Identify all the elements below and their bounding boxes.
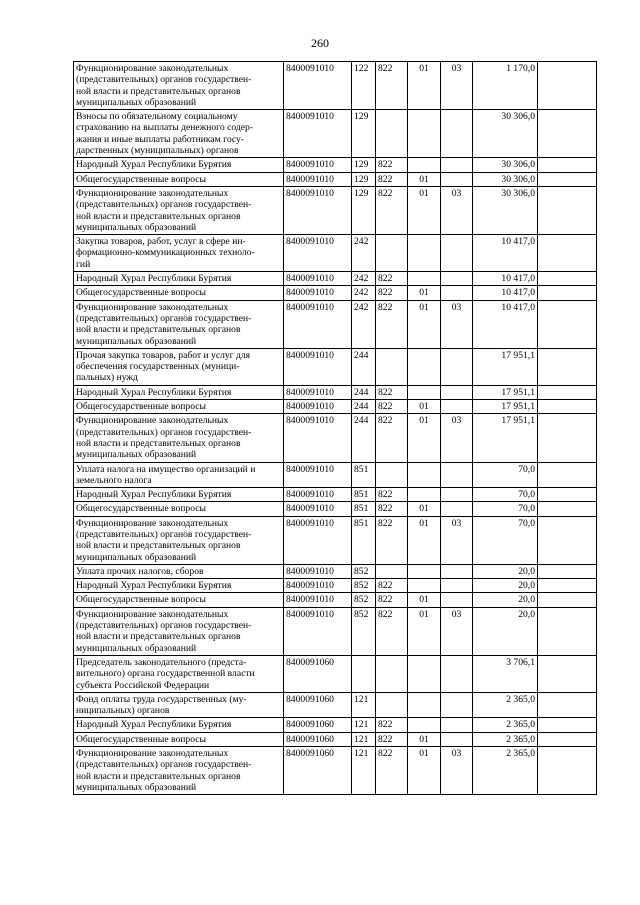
expense-name-cell: Народный Хурал Республики Бурятия bbox=[74, 158, 284, 172]
section-code-cell: 01 bbox=[408, 516, 441, 564]
empty-cell bbox=[538, 692, 597, 718]
administrator-code-cell: 822 bbox=[376, 385, 408, 399]
expense-type-cell: 852 bbox=[352, 593, 376, 607]
table-row bbox=[74, 516, 597, 564]
amount-cell: 10 417,0 bbox=[473, 272, 538, 286]
subsection-code-cell bbox=[441, 235, 473, 272]
target-article-cell: 8400091060 bbox=[284, 655, 352, 692]
empty-cell bbox=[538, 462, 597, 488]
target-article-cell: 8400091010 bbox=[284, 286, 352, 300]
target-article-cell: 8400091010 bbox=[284, 564, 352, 578]
target-article-cell: 8400091010 bbox=[284, 385, 352, 399]
expense-name-cell: Общегосударственные вопросы bbox=[74, 172, 284, 186]
amount-cell: 3 706,1 bbox=[473, 655, 538, 692]
administrator-code-cell: 822 bbox=[376, 502, 408, 516]
amount-cell: 10 417,0 bbox=[473, 300, 538, 348]
amount-cell: 10 417,0 bbox=[473, 235, 538, 272]
empty-cell bbox=[538, 732, 597, 746]
expense-type-cell bbox=[352, 655, 376, 692]
amount-cell: 2 365,0 bbox=[473, 718, 538, 732]
expense-name-cell: Функционирование законодательных (представительных) органов государствен- ной власти и представительных органов муниципальных образований bbox=[74, 300, 284, 348]
target-article-cell: 8400091010 bbox=[284, 172, 352, 186]
administrator-code-cell bbox=[376, 110, 408, 158]
section-code-cell bbox=[408, 488, 441, 502]
table-row bbox=[74, 172, 597, 186]
amount-cell: 70,0 bbox=[473, 488, 538, 502]
subsection-code-cell: 03 bbox=[441, 516, 473, 564]
section-code-cell: 01 bbox=[408, 186, 441, 234]
administrator-code-cell: 822 bbox=[376, 732, 408, 746]
target-article-cell: 8400091010 bbox=[284, 235, 352, 272]
target-article-cell: 8400091010 bbox=[284, 300, 352, 348]
expense-type-cell: 129 bbox=[352, 172, 376, 186]
subsection-code-cell bbox=[441, 655, 473, 692]
amount-cell: 2 365,0 bbox=[473, 747, 538, 795]
administrator-code-cell: 822 bbox=[376, 718, 408, 732]
expense-name-cell: Взносы по обязательному социальному страхованию на выплаты денежного содер- жания и иные выплаты работникам госу- дарственных (муниципальных) органов bbox=[74, 110, 284, 158]
section-code-cell: 01 bbox=[408, 414, 441, 462]
administrator-code-cell: 822 bbox=[376, 272, 408, 286]
expense-type-cell: 122 bbox=[352, 62, 376, 110]
amount-cell: 1 170,0 bbox=[473, 62, 538, 110]
table-row bbox=[74, 385, 597, 399]
amount-cell: 30 306,0 bbox=[473, 172, 538, 186]
target-article-cell: 8400091060 bbox=[284, 747, 352, 795]
table-row bbox=[74, 732, 597, 746]
expense-type-cell: 121 bbox=[352, 732, 376, 746]
administrator-code-cell: 822 bbox=[376, 286, 408, 300]
administrator-code-cell bbox=[376, 235, 408, 272]
amount-cell: 70,0 bbox=[473, 502, 538, 516]
table-row bbox=[74, 158, 597, 172]
expense-name-cell: Общегосударственные вопросы bbox=[74, 593, 284, 607]
expense-type-cell: 242 bbox=[352, 272, 376, 286]
empty-cell bbox=[538, 400, 597, 414]
empty-cell bbox=[538, 607, 597, 655]
subsection-code-cell bbox=[441, 462, 473, 488]
section-code-cell bbox=[408, 272, 441, 286]
expense-type-cell: 242 bbox=[352, 300, 376, 348]
expense-name-cell: Народный Хурал Республики Бурятия bbox=[74, 488, 284, 502]
empty-cell bbox=[538, 385, 597, 399]
subsection-code-cell: 03 bbox=[441, 607, 473, 655]
table-row bbox=[74, 400, 597, 414]
empty-cell bbox=[538, 488, 597, 502]
target-article-cell: 8400091010 bbox=[284, 593, 352, 607]
expense-type-cell: 851 bbox=[352, 462, 376, 488]
empty-cell bbox=[538, 286, 597, 300]
expense-name-cell: Общегосударственные вопросы bbox=[74, 732, 284, 746]
expense-name-cell: Функционирование законодательных (представительных) органов государствен- ной власти и представительных органов муниципальных образований bbox=[74, 186, 284, 234]
subsection-code-cell: 03 bbox=[441, 62, 473, 110]
section-code-cell: 01 bbox=[408, 502, 441, 516]
target-article-cell: 8400091010 bbox=[284, 110, 352, 158]
amount-cell: 70,0 bbox=[473, 462, 538, 488]
section-code-cell: 01 bbox=[408, 593, 441, 607]
expense-type-cell: 852 bbox=[352, 579, 376, 593]
empty-cell bbox=[538, 348, 597, 385]
subsection-code-cell bbox=[441, 110, 473, 158]
table-row bbox=[74, 747, 597, 795]
empty-cell bbox=[538, 62, 597, 110]
expense-type-cell: 851 bbox=[352, 502, 376, 516]
section-code-cell bbox=[408, 655, 441, 692]
section-code-cell bbox=[408, 462, 441, 488]
administrator-code-cell: 822 bbox=[376, 747, 408, 795]
amount-cell: 30 306,0 bbox=[473, 110, 538, 158]
section-code-cell bbox=[408, 158, 441, 172]
subsection-code-cell bbox=[441, 286, 473, 300]
amount-cell: 10 417,0 bbox=[473, 286, 538, 300]
administrator-code-cell bbox=[376, 348, 408, 385]
administrator-code-cell: 822 bbox=[376, 186, 408, 234]
administrator-code-cell: 822 bbox=[376, 158, 408, 172]
target-article-cell: 8400091010 bbox=[284, 348, 352, 385]
empty-cell bbox=[538, 718, 597, 732]
administrator-code-cell: 822 bbox=[376, 414, 408, 462]
table-row bbox=[74, 488, 597, 502]
expense-name-cell: Прочая закупка товаров, работ и услуг для обеспечения государственных (муници- пальных) нужд bbox=[74, 348, 284, 385]
administrator-code-cell: 822 bbox=[376, 579, 408, 593]
subsection-code-cell bbox=[441, 732, 473, 746]
expense-name-cell: Общегосударственные вопросы bbox=[74, 400, 284, 414]
subsection-code-cell bbox=[441, 272, 473, 286]
expense-type-cell: 242 bbox=[352, 235, 376, 272]
target-article-cell: 8400091060 bbox=[284, 718, 352, 732]
section-code-cell: 01 bbox=[408, 286, 441, 300]
section-code-cell: 01 bbox=[408, 300, 441, 348]
section-code-cell: 01 bbox=[408, 732, 441, 746]
target-article-cell: 8400091010 bbox=[284, 414, 352, 462]
subsection-code-cell: 03 bbox=[441, 186, 473, 234]
section-code-cell bbox=[408, 564, 441, 578]
expense-type-cell: 244 bbox=[352, 385, 376, 399]
section-code-cell bbox=[408, 718, 441, 732]
empty-cell bbox=[538, 655, 597, 692]
administrator-code-cell bbox=[376, 692, 408, 718]
table-row bbox=[74, 607, 597, 655]
target-article-cell: 8400091010 bbox=[284, 488, 352, 502]
expense-name-cell: Народный Хурал Республики Бурятия bbox=[74, 718, 284, 732]
section-code-cell bbox=[408, 348, 441, 385]
empty-cell bbox=[538, 564, 597, 578]
amount-cell: 70,0 bbox=[473, 516, 538, 564]
amount-cell: 17 951,1 bbox=[473, 414, 538, 462]
section-code-cell: 01 bbox=[408, 747, 441, 795]
expense-type-cell: 129 bbox=[352, 158, 376, 172]
administrator-code-cell: 822 bbox=[376, 516, 408, 564]
target-article-cell: 8400091010 bbox=[284, 579, 352, 593]
table-row bbox=[74, 272, 597, 286]
amount-cell: 30 306,0 bbox=[473, 186, 538, 234]
target-article-cell: 8400091010 bbox=[284, 516, 352, 564]
amount-cell: 17 951,1 bbox=[473, 400, 538, 414]
section-code-cell: 01 bbox=[408, 400, 441, 414]
table-row bbox=[74, 593, 597, 607]
expense-type-cell: 121 bbox=[352, 692, 376, 718]
empty-cell bbox=[538, 593, 597, 607]
expense-type-cell: 121 bbox=[352, 718, 376, 732]
table-row bbox=[74, 502, 597, 516]
table-row bbox=[74, 655, 597, 692]
table-row bbox=[74, 186, 597, 234]
expense-name-cell: Председатель законодательного (предста- вительного) органа государственной власти субъекта Российской Федерации bbox=[74, 655, 284, 692]
table-row bbox=[74, 348, 597, 385]
target-article-cell: 8400091010 bbox=[284, 158, 352, 172]
subsection-code-cell bbox=[441, 692, 473, 718]
expense-type-cell: 242 bbox=[352, 286, 376, 300]
target-article-cell: 8400091010 bbox=[284, 400, 352, 414]
table-row bbox=[74, 579, 597, 593]
table-row bbox=[74, 300, 597, 348]
empty-cell bbox=[538, 579, 597, 593]
amount-cell: 20,0 bbox=[473, 579, 538, 593]
administrator-code-cell bbox=[376, 462, 408, 488]
empty-cell bbox=[538, 186, 597, 234]
target-article-cell: 8400091060 bbox=[284, 732, 352, 746]
expense-name-cell: Функционирование законодательных (представительных) органов государствен- ной власти и представительных органов муниципальных образований bbox=[74, 414, 284, 462]
target-article-cell: 8400091010 bbox=[284, 502, 352, 516]
expense-name-cell: Уплата налога на имущество организаций и земельного налога bbox=[74, 462, 284, 488]
section-code-cell bbox=[408, 692, 441, 718]
empty-cell bbox=[538, 272, 597, 286]
section-code-cell: 01 bbox=[408, 62, 441, 110]
subsection-code-cell bbox=[441, 564, 473, 578]
target-article-cell: 8400091010 bbox=[284, 62, 352, 110]
expense-name-cell: Функционирование законодательных (представительных) органов государствен- ной власти и представительных органов муниципальных образований bbox=[74, 607, 284, 655]
target-article-cell: 8400091010 bbox=[284, 462, 352, 488]
expense-type-cell: 851 bbox=[352, 488, 376, 502]
administrator-code-cell: 822 bbox=[376, 593, 408, 607]
table-row bbox=[74, 718, 597, 732]
administrator-code-cell bbox=[376, 655, 408, 692]
administrator-code-cell: 822 bbox=[376, 62, 408, 110]
expense-name-cell: Народный Хурал Республики Бурятия bbox=[74, 579, 284, 593]
empty-cell bbox=[538, 110, 597, 158]
subsection-code-cell bbox=[441, 385, 473, 399]
expense-name-cell: Общегосударственные вопросы bbox=[74, 502, 284, 516]
administrator-code-cell: 822 bbox=[376, 400, 408, 414]
table-row bbox=[74, 62, 597, 110]
expense-type-cell: 244 bbox=[352, 414, 376, 462]
section-code-cell: 01 bbox=[408, 172, 441, 186]
expense-name-cell: Фонд оплаты труда государственных (му- ниципальных) органов bbox=[74, 692, 284, 718]
amount-cell: 17 951,1 bbox=[473, 348, 538, 385]
administrator-code-cell: 822 bbox=[376, 488, 408, 502]
subsection-code-cell bbox=[441, 579, 473, 593]
amount-cell: 30 306,0 bbox=[473, 158, 538, 172]
subsection-code-cell bbox=[441, 502, 473, 516]
empty-cell bbox=[538, 158, 597, 172]
administrator-code-cell: 822 bbox=[376, 607, 408, 655]
subsection-code-cell bbox=[441, 718, 473, 732]
empty-cell bbox=[538, 516, 597, 564]
amount-cell: 20,0 bbox=[473, 607, 538, 655]
expense-name-cell: Народный Хурал Республики Бурятия bbox=[74, 385, 284, 399]
subsection-code-cell bbox=[441, 593, 473, 607]
subsection-code-cell bbox=[441, 158, 473, 172]
administrator-code-cell: 822 bbox=[376, 300, 408, 348]
amount-cell: 17 951,1 bbox=[473, 385, 538, 399]
subsection-code-cell bbox=[441, 348, 473, 385]
table-row bbox=[74, 286, 597, 300]
expense-type-cell: 851 bbox=[352, 516, 376, 564]
target-article-cell: 8400091010 bbox=[284, 607, 352, 655]
expense-type-cell: 852 bbox=[352, 607, 376, 655]
expense-name-cell: Общегосударственные вопросы bbox=[74, 286, 284, 300]
budget-table bbox=[73, 61, 597, 795]
subsection-code-cell: 03 bbox=[441, 747, 473, 795]
table-row bbox=[74, 110, 597, 158]
amount-cell: 20,0 bbox=[473, 564, 538, 578]
subsection-code-cell: 03 bbox=[441, 414, 473, 462]
empty-cell bbox=[538, 300, 597, 348]
table-row bbox=[74, 414, 597, 462]
section-code-cell bbox=[408, 385, 441, 399]
table-row bbox=[74, 235, 597, 272]
target-article-cell: 8400091010 bbox=[284, 186, 352, 234]
expense-name-cell: Функционирование законодательных (представительных) органов государствен- ной власти и представительных органов муниципальных образований bbox=[74, 62, 284, 110]
budget-table-body bbox=[74, 62, 597, 795]
empty-cell bbox=[538, 502, 597, 516]
expense-name-cell: Функционирование законодательных (представительных) органов государствен- ной власти и представительных органов муниципальных образований bbox=[74, 747, 284, 795]
target-article-cell: 8400091010 bbox=[284, 272, 352, 286]
section-code-cell bbox=[408, 110, 441, 158]
expense-name-cell: Закупка товаров, работ, услуг в сфере ин- формационно-коммуникационных техноло- гий bbox=[74, 235, 284, 272]
expense-type-cell: 244 bbox=[352, 348, 376, 385]
table-row bbox=[74, 462, 597, 488]
empty-cell bbox=[538, 414, 597, 462]
amount-cell: 2 365,0 bbox=[473, 692, 538, 718]
subsection-code-cell: 03 bbox=[441, 300, 473, 348]
administrator-code-cell: 822 bbox=[376, 172, 408, 186]
section-code-cell bbox=[408, 235, 441, 272]
table-row bbox=[74, 564, 597, 578]
expense-type-cell: 129 bbox=[352, 186, 376, 234]
expense-type-cell: 121 bbox=[352, 747, 376, 795]
subsection-code-cell bbox=[441, 488, 473, 502]
empty-cell bbox=[538, 172, 597, 186]
page-number: 260 bbox=[311, 36, 329, 50]
expense-name-cell: Народный Хурал Республики Бурятия bbox=[74, 272, 284, 286]
expense-name-cell: Уплата прочих налогов, сборов bbox=[74, 564, 284, 578]
expense-type-cell: 852 bbox=[352, 564, 376, 578]
administrator-code-cell bbox=[376, 564, 408, 578]
amount-cell: 20,0 bbox=[473, 593, 538, 607]
amount-cell: 2 365,0 bbox=[473, 732, 538, 746]
table-row bbox=[74, 692, 597, 718]
subsection-code-cell bbox=[441, 172, 473, 186]
empty-cell bbox=[538, 747, 597, 795]
expense-type-cell: 129 bbox=[352, 110, 376, 158]
section-code-cell bbox=[408, 579, 441, 593]
section-code-cell: 01 bbox=[408, 607, 441, 655]
expense-type-cell: 244 bbox=[352, 400, 376, 414]
subsection-code-cell bbox=[441, 400, 473, 414]
target-article-cell: 8400091060 bbox=[284, 692, 352, 718]
expense-name-cell: Функционирование законодательных (представительных) органов государствен- ной власти и представительных органов муниципальных образований bbox=[74, 516, 284, 564]
empty-cell bbox=[538, 235, 597, 272]
